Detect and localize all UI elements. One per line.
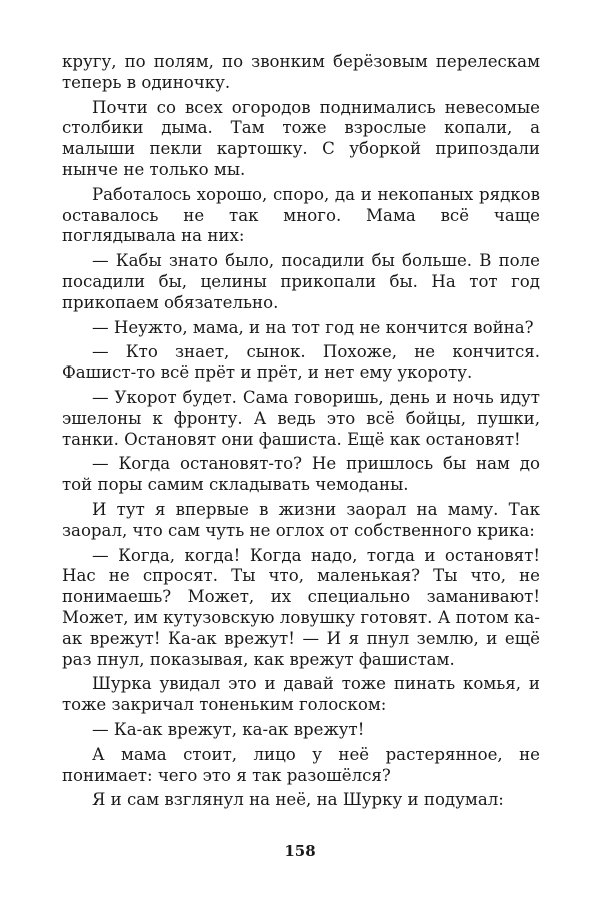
paragraph-12: — Ка-ак врежут, ка-ак врежут! bbox=[92, 719, 365, 739]
paragraph-6: — Кто знает, сынок. Похоже, не кончится. Фашист-то всё прёт и прёт, и нет ему укороту. bbox=[62, 342, 540, 383]
paragraph-7: — Укорот будет. Сама говоришь, день и ночь идут эшелоны к фронту. А ведь это всё бойцы, пушки, танки. Остановят они фашиста. Ещё как остановят! bbox=[62, 387, 540, 449]
paragraph-1: кругу, по полям, по звонким берёзовым перелескам теперь в одиночку. bbox=[62, 52, 540, 92]
paragraph-4: — Кабы знато было, посадили бы больше. В поле посадили бы, целины прикопали бы. На тот год прикопаем обязательно. bbox=[62, 251, 540, 312]
body-text bbox=[62, 52, 540, 811]
paragraph-8: — Когда остановят-то? Не пришлось бы нам до той поры самим складывать чемоданы. bbox=[62, 454, 540, 495]
paragraph-5: — Неужто, мама, и на тот год не кончится война? bbox=[92, 317, 534, 337]
paragraph-14: Я и сам взглянул на неё, на Шурку и подумал: bbox=[92, 790, 504, 810]
paragraph-2: Почти со всех огородов поднимались невесомые столбики дыма. Там тоже взрослые копали, а малыши пекли картошку. С уборкой припоздали нынче не только мы. bbox=[62, 97, 540, 179]
paragraph-3: Работалось хорошо, споро, да и некопаных рядков оставалось не так много. Мама всё чаще поглядывала на них: bbox=[62, 184, 540, 246]
page-number: 158 bbox=[284, 842, 316, 860]
paragraph-11: Шурка увидал это и давай тоже пинать комья, и тоже закричал тоненьким голоском: bbox=[62, 674, 540, 715]
paragraph-13: А мама стоит, лицо у неё растерянное, не понимает: чего это я так разошёлся? bbox=[62, 744, 540, 785]
paragraph-10: — Когда, когда! Когда надо, тогда и остановят! Нас не спросят. Ты что, маленькая? Ты что, не понимаешь? Может, их специально заманивают! Может, им кутузовскую ловушку готовят. А потом ка-ак врежут! Ка-ак врежут! — И я пнул землю, и ещё раз пнул, показывая, как врежут фашистам. bbox=[62, 545, 540, 669]
paragraph-9: И тут я впервые в жизни заорал на маму. Так заорал, что сам чуть не оглох от собственного крика: bbox=[62, 499, 540, 540]
